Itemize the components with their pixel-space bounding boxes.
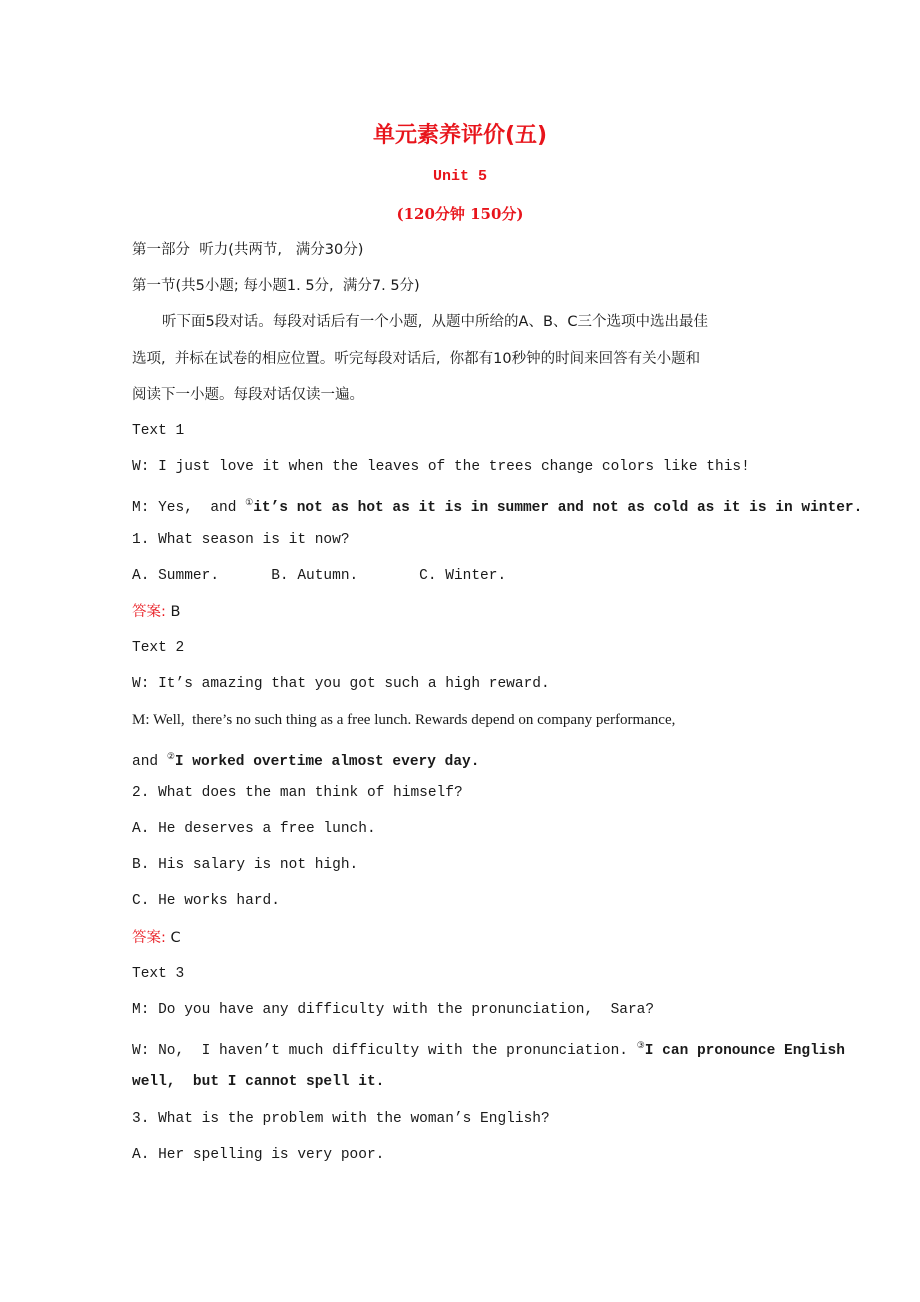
answer-label: 答案:	[132, 603, 171, 620]
text-segment: W: It’s amazing that you got such a high reward.	[132, 676, 550, 693]
text-line	[132, 1109, 792, 1145]
text-segment: B. His salary is not high.	[132, 857, 359, 874]
time-score-label: (120分钟 150分)	[396, 205, 524, 223]
text-segment: 阅读下一小题。每段对话仅读一遍。	[132, 386, 364, 403]
text-line	[132, 240, 792, 276]
text-line	[132, 1145, 792, 1181]
text-segment: Text 1	[132, 422, 185, 439]
text-segment: M: Yes, and	[132, 500, 246, 517]
text-line	[132, 674, 792, 710]
text-segment: C	[170, 929, 181, 946]
text-line	[132, 530, 792, 566]
text-line	[132, 421, 792, 457]
text-segment: 1. What season is it now?	[132, 531, 350, 548]
text-line	[132, 928, 792, 964]
text-line	[132, 747, 792, 783]
text-segment: 第一节(共5小题; 每小题1. 5分, 满分7. 5分)	[132, 278, 420, 295]
text-line	[132, 638, 792, 674]
text-segment: 3. What is the problem with the woman’s English?	[132, 1110, 550, 1127]
text-line	[132, 566, 792, 602]
text-line	[132, 1000, 792, 1036]
text-line	[132, 1036, 845, 1072]
text-segment: W: I just love it when the leaves of the trees change colors like this!	[132, 459, 750, 476]
text-line	[132, 385, 792, 421]
text-segment: C. He works hard.	[132, 893, 280, 910]
text-line	[132, 602, 792, 638]
text-line	[132, 855, 792, 891]
answer-label: 答案:	[132, 929, 171, 946]
text-segment: A. Her spelling is very poor.	[132, 1146, 385, 1163]
unit-label: Unit 5	[432, 168, 487, 185]
text-line	[132, 312, 792, 348]
text-line	[132, 964, 792, 1000]
text-segment: A. He deserves a free lunch.	[132, 821, 376, 837]
document-body	[132, 240, 863, 1181]
text-segment: A. Summer. B. Autumn. C. Winter.	[132, 567, 507, 584]
text-segment: W: No, I haven’t much difficulty with the pronunciation.	[132, 1042, 637, 1059]
text-segment: 2. What does the man think of himself?	[132, 784, 463, 801]
text-line	[132, 710, 792, 746]
text-line	[132, 457, 792, 493]
text-segment: well, but I cannot spell it.	[132, 1074, 385, 1091]
document-title: 单元素养评价(五)	[372, 123, 548, 148]
footnote-marker: ①	[245, 498, 254, 509]
footnote-marker: ②	[166, 751, 175, 762]
text-segment: M: Well, there’s no such thing as a free lunch. Rewards depend on company performance,	[132, 712, 676, 729]
text-line	[132, 493, 863, 529]
text-segment: M: Do you have any difficulty with the pronunciation, Sara?	[132, 1001, 655, 1018]
text-segment: 选项, 并标在试卷的相应位置。听完每段对话后, 你都有10秒钟的时间来回答有关小题和	[132, 350, 701, 367]
text-segment: 听下面5段对话。每段对话后有一个小题, 从题中所给的A、B、C三个选项中选出最佳	[162, 314, 709, 331]
text-line	[132, 819, 792, 855]
text-line	[132, 783, 792, 819]
text-segment: I can pronounce English	[644, 1042, 845, 1059]
text-segment: Text 2	[132, 640, 185, 657]
text-line	[132, 1072, 792, 1108]
footnote-marker: ③	[636, 1041, 645, 1052]
text-segment: and	[132, 753, 167, 770]
text-segment: B	[170, 603, 181, 620]
text-segment: I worked overtime almost every day.	[174, 753, 480, 770]
text-line	[132, 276, 792, 312]
text-line	[132, 891, 792, 927]
text-segment: Text 3	[132, 965, 185, 982]
text-segment: 第一部分 听力(共两节, 满分30分)	[132, 242, 364, 258]
text-segment: it’s not as hot as it is in summer and not as cold as it is in winter.	[253, 500, 863, 517]
text-line	[132, 349, 792, 385]
